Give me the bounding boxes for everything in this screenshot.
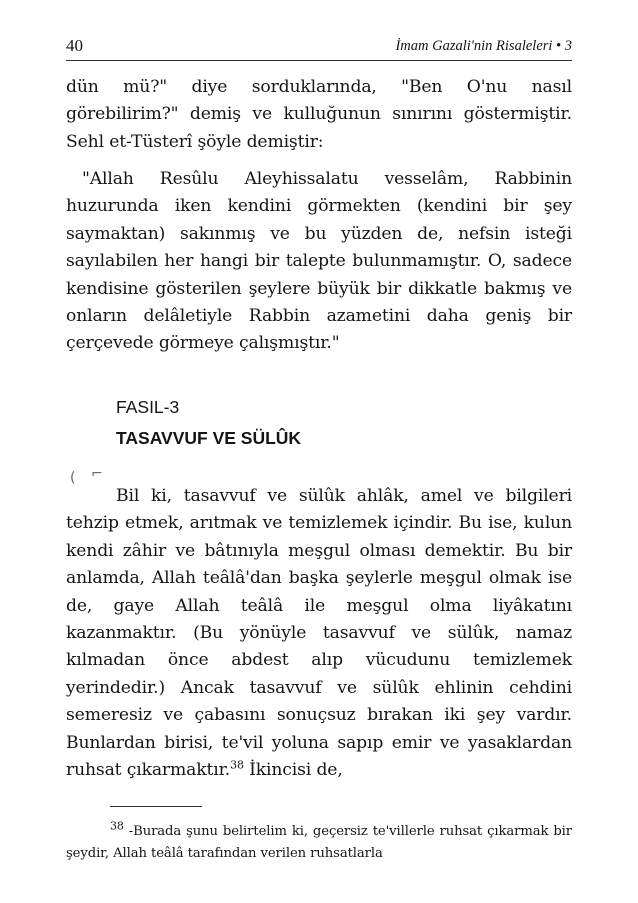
page-header	[66, 36, 572, 56]
footnote-text: -Burada şunu belirtelim ki, geçersiz te'villerle ruhsat çıkarmak bir şeydir, Allah teâlâ tarafından verilen ruhsatlarla	[66, 824, 572, 861]
section-number: FASIL-3	[116, 397, 180, 417]
running-title: İmam Gazali'nin Risaleleri • 3	[395, 38, 572, 54]
page-number: 40	[66, 36, 83, 55]
section-title: TASAVVUF VE SÜLÛK	[116, 428, 302, 448]
footnote-number: 38	[110, 819, 124, 833]
paragraph-3-tail: İkincisi de,	[243, 760, 343, 781]
paragraph-3	[66, 483, 572, 784]
handwritten-mark: (	[70, 470, 76, 486]
footnote-reference: 38	[230, 758, 244, 772]
footnote	[66, 821, 572, 865]
paragraph-1: dün mü?" diye sorduklarında, "Ben O'nu nasıl görebilirim?" demiş ve kulluğunun sınırını göstermiştir. Sehl et-Tüsterî şöyle demiştir:	[66, 77, 572, 152]
paragraph-3-text: Bil ki, tasavvuf ve sülûk ahlâk, amel ve bilgileri tehzip etmek, arıtmak ve temizlemek içindir. Bu ise, kulun kendi zâhir ve bâtınıyla meşgul olması demektir. Bu bir anlamda, Allah teâlâ'dan başka şeylerle meşgul olmak ise de, gaye Allah teâlâ ile meşgul olma liyâkatını kazanmaktır. (Bu yönüyle tasavvuf ve sülûk, namaz kılmadan önce abdest alıp vücudunu temizlemek yerindedir.) Ancak tasavvuf ve sülûk ehlinin cehdini semeresiz ve çabasını sonuçsuz bırakan iki şey vardır. Bunlardan birisi, te'vil yoluna sapıp emir ve yasaklardan ruhsat çıkarmaktır.	[66, 486, 572, 781]
header-rule	[66, 60, 572, 61]
footnote-rule	[110, 806, 202, 807]
handwritten-mark: ⌐	[91, 466, 103, 482]
paragraph-2-quote: "Allah Resûlu Aleyhissalatu vesselâm, Rabbinin huzurunda iken kendini görmekten (kendini bir şey saymaktan) sakınmış ve bu yüzden de, nefsin isteği sayılabilen her hangi bir talepte bulunmamıştır. O, sadece kendisine gösterilen şeylere büyük bir dikkatle bakmış ve onların delâletiyle Rabbin azametini daha geniş bir çerçevede görmeye çalışmıştır."	[66, 169, 572, 354]
